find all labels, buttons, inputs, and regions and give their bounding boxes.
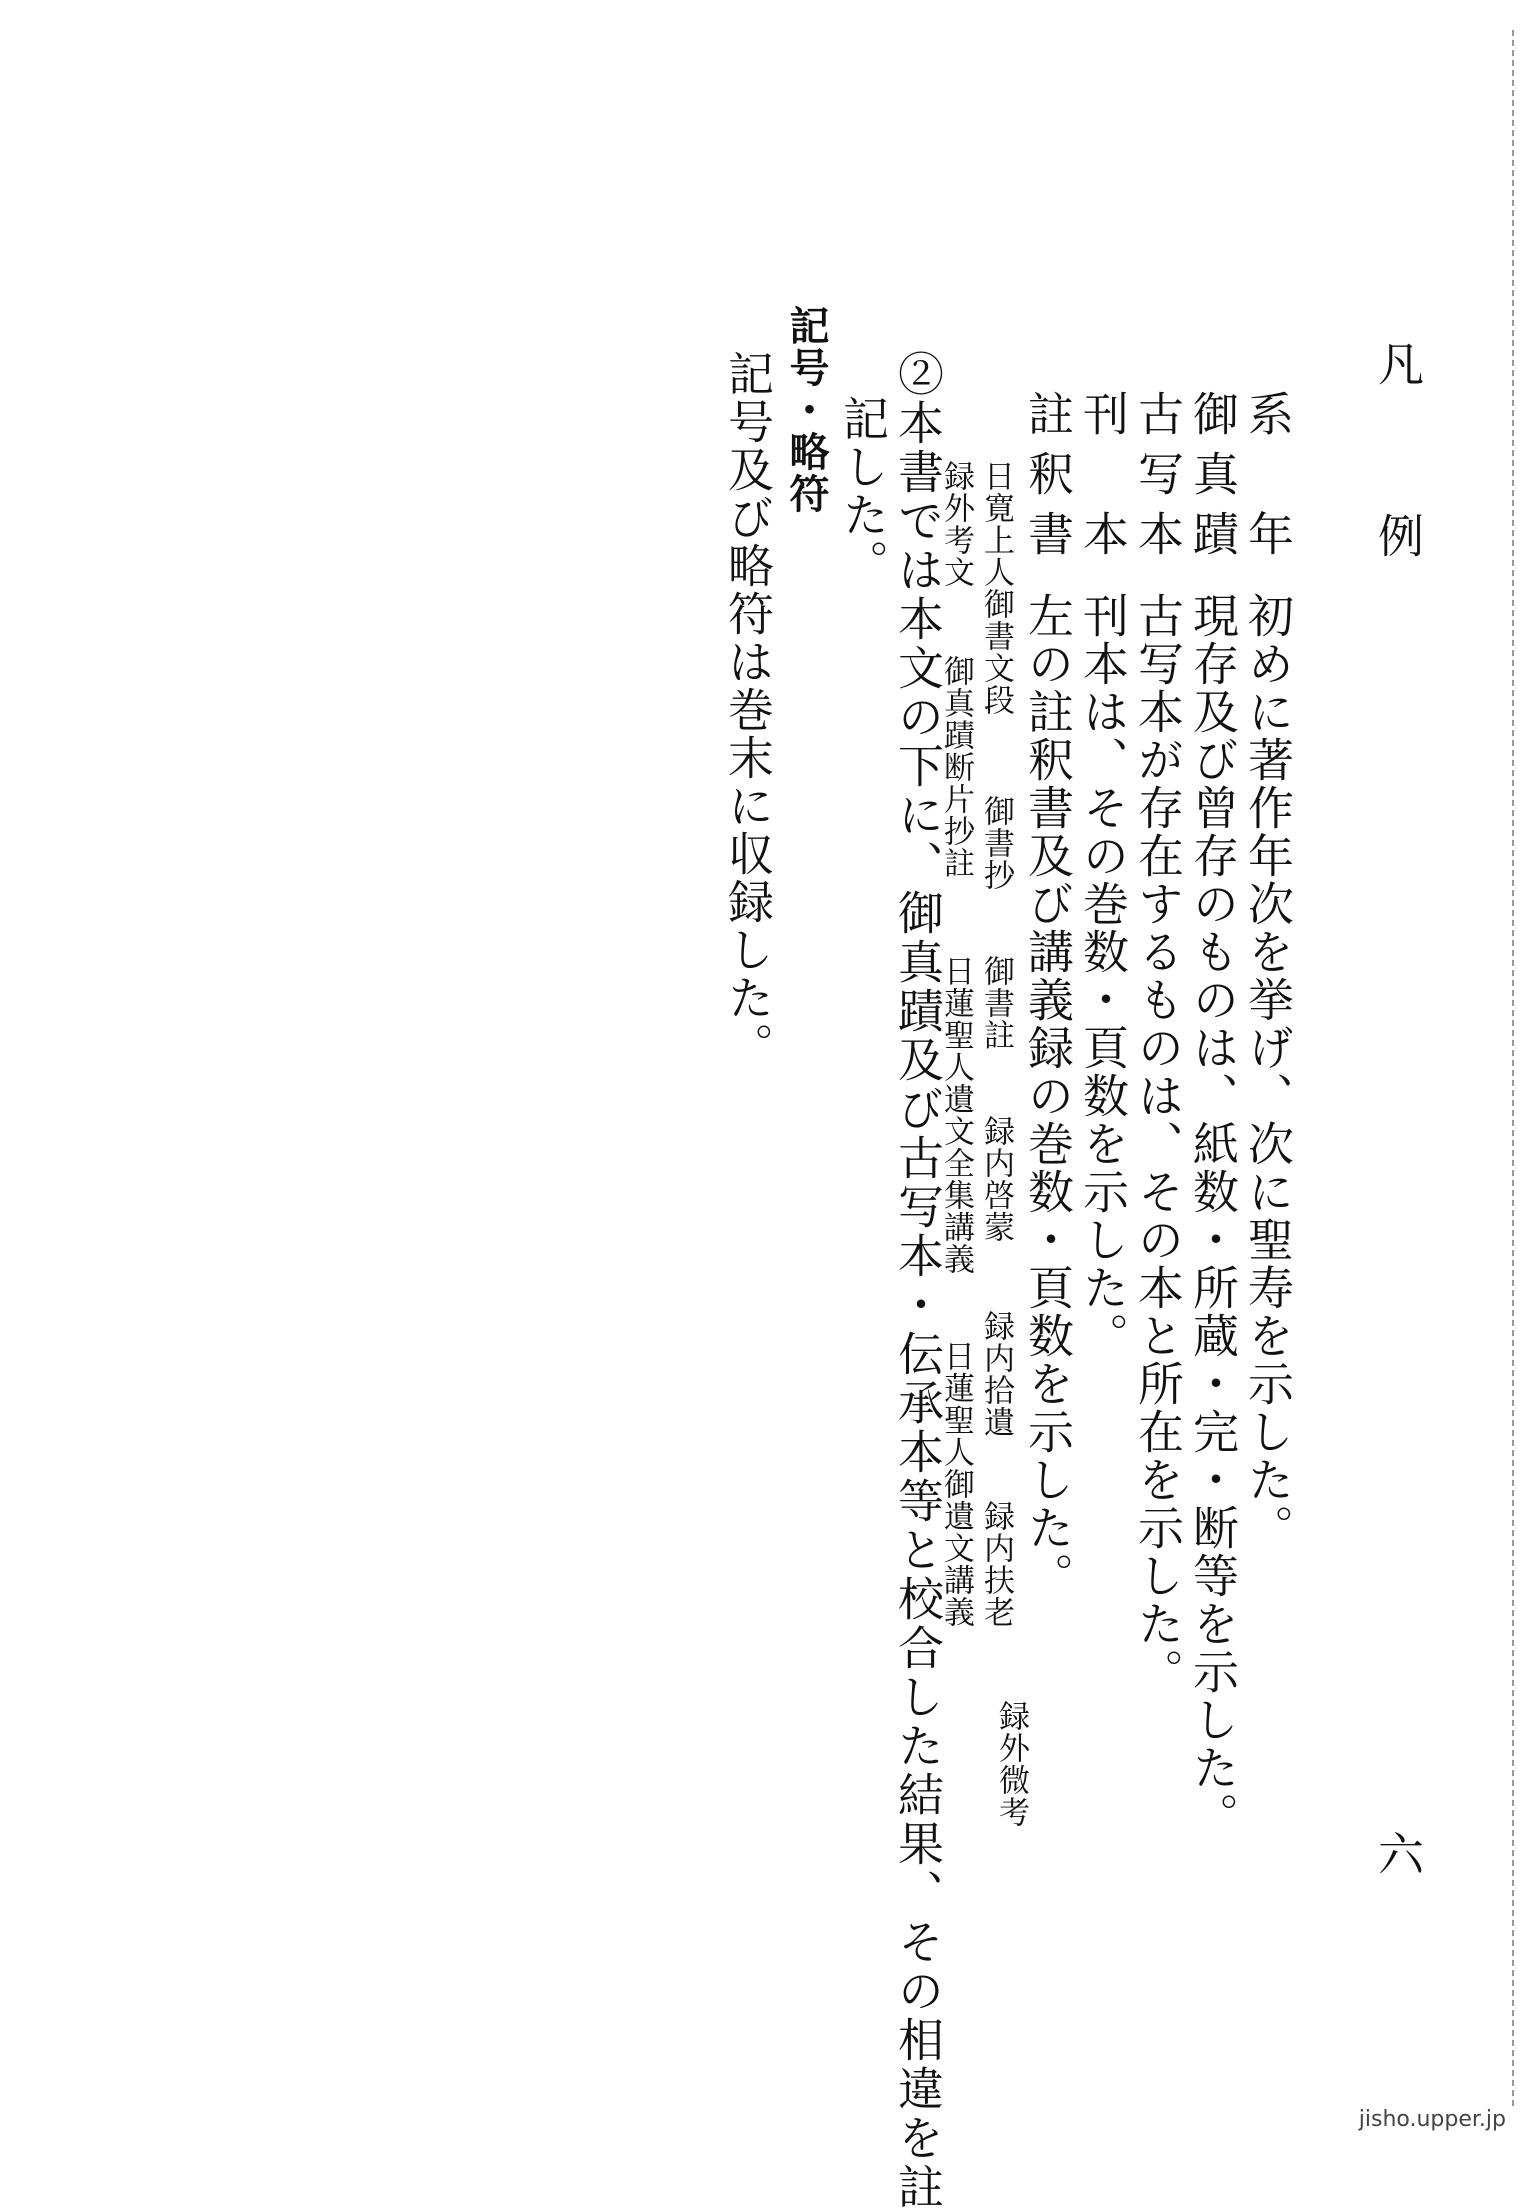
commentary-2-2: 御真蹟断片抄註 [938, 655, 974, 879]
entry-label: 註釈書 [1021, 390, 1075, 570]
section-heading-symbols: 記号・略符 [783, 305, 829, 515]
commentary-1-1: 日寛上人御書文段 [978, 460, 1014, 716]
commentary-1-5: 録内拾遺 [978, 1310, 1014, 1438]
commentary-1-3: 御書註 [978, 955, 1014, 1051]
entry-text: 初めに著作年次を挙げ、次に聖寿を示した。 [1241, 592, 1295, 1552]
entry-label: 古写本 [1131, 390, 1185, 570]
page-edge-rule [1512, 30, 1514, 2110]
entry-label: 刊 本 [1076, 390, 1130, 570]
site-watermark: jisho.upper.jp [1358, 2107, 1506, 2132]
entry-system-year [1241, 390, 1295, 1552]
commentary-1-7: 録外微考 [993, 1700, 1029, 1828]
entry-commentaries [1021, 390, 1075, 1600]
entry-old-copy [1131, 390, 1185, 1696]
commentary-2-4: 日蓮聖人御遺文講義 [938, 1340, 974, 1628]
commentary-1-2: 御書抄 [978, 795, 1014, 891]
symbols-text: 記号及び略符は巻末に収録した。 [721, 350, 775, 1070]
commentary-1-6: 録内扶老 [978, 1500, 1014, 1628]
commentary-1-4: 録内啓蒙 [978, 1115, 1014, 1243]
entry-label: 系 年 [1241, 390, 1295, 570]
entry-label: 御真蹟 [1186, 390, 1240, 570]
entry-text: 現存及び曾存のものは、紙数・所蔵・完・断等を示した。 [1186, 592, 1240, 1840]
entry-text: 左の註釈書及び講義録の巻数・頁数を示した。 [1021, 592, 1075, 1600]
commentary-2-3: 日蓮聖人遺文全集講義 [938, 955, 974, 1275]
entry-printed-edition [1076, 390, 1130, 1360]
entry-text: 刊本は、その巻数・頁数を示した。 [1076, 592, 1130, 1360]
entry-text: 古写本が存在するものは、その本と所在を示した。 [1131, 592, 1185, 1696]
note-collation-continued: 記した。 [836, 395, 890, 587]
entry-original-manuscript [1186, 390, 1240, 1840]
page-title: 凡 例 [1371, 340, 1425, 598]
page-number: 六 [1371, 1830, 1425, 1878]
note-collation: ②本書では本文の下に、御真蹟及び古写本・伝承本等と校合した結果、その相違を註 [891, 350, 945, 2212]
commentary-2-1: 録外考文 [938, 460, 974, 588]
